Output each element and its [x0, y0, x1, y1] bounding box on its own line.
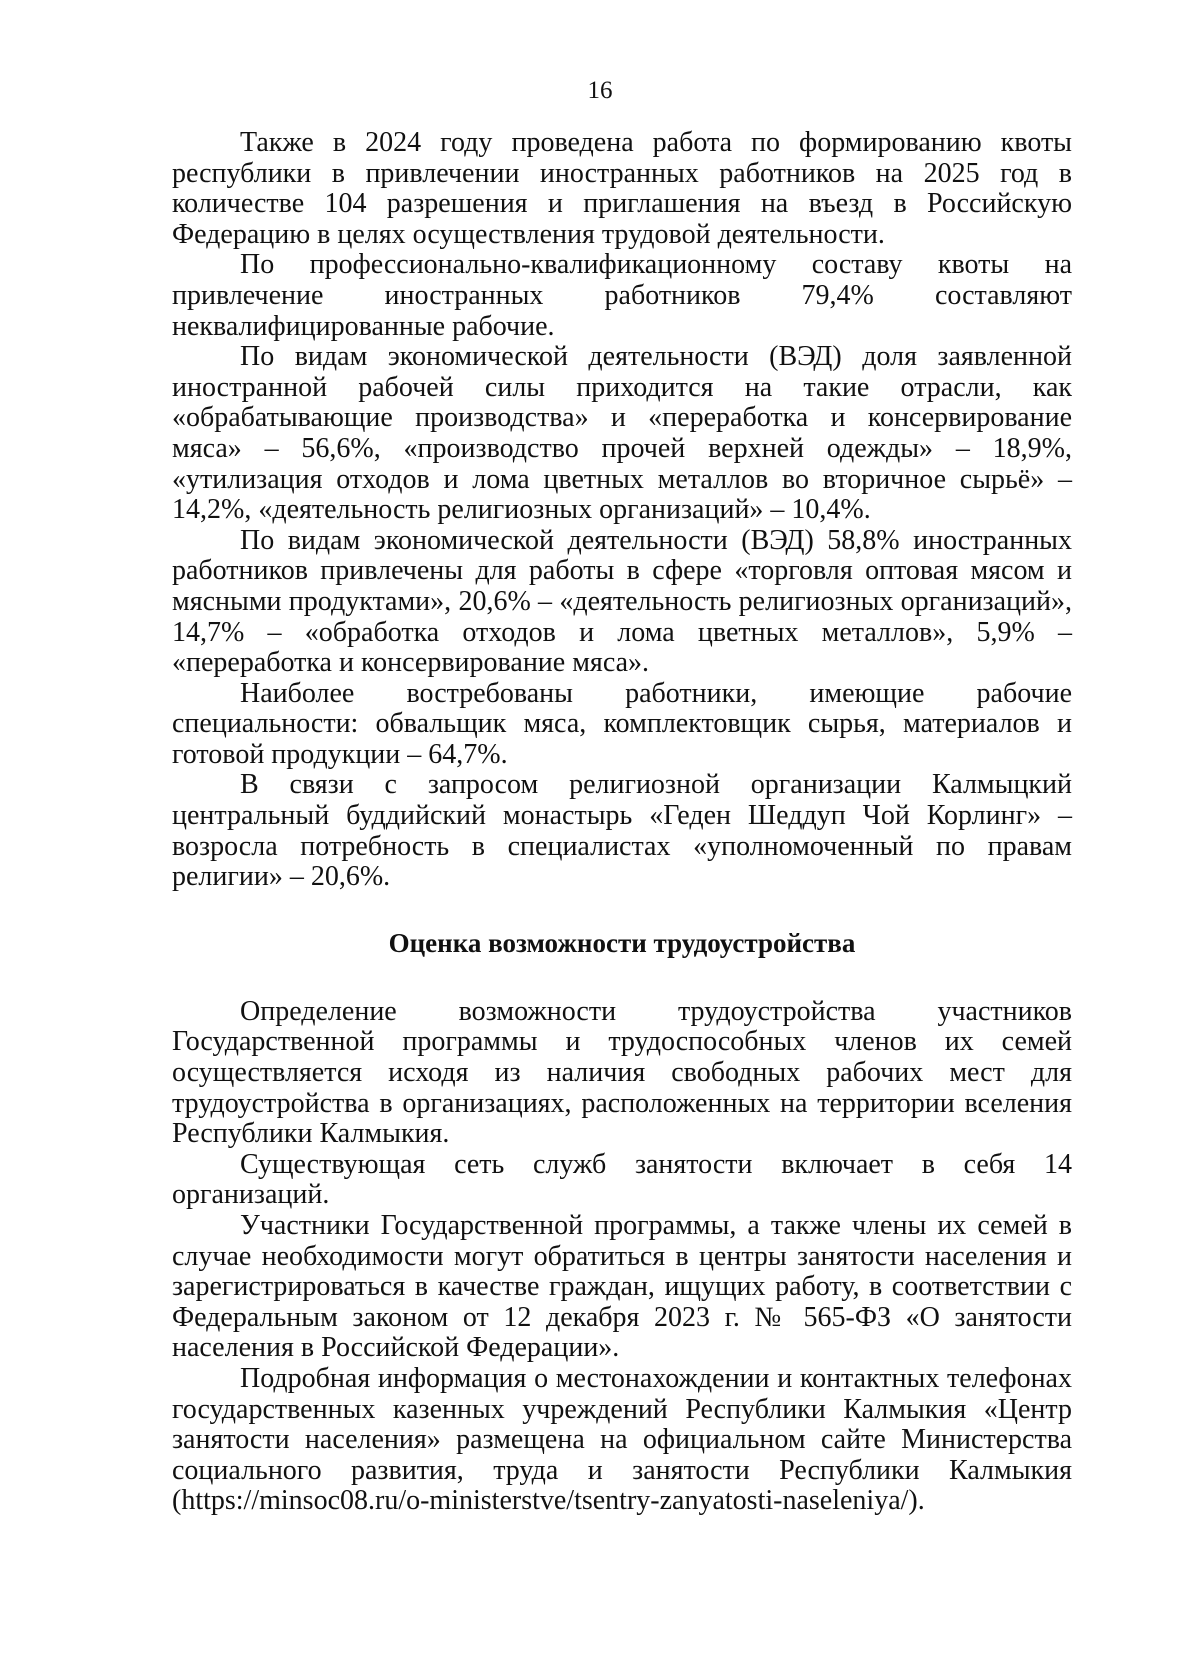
section-heading: Оценка возможности трудоустройства	[388, 927, 856, 958]
paragraph-employment-determination: Определение возможности трудоустройства участников Государственной программы и трудоспособных членов их семей осуществляется исходя из наличия свободных рабочих мест для трудоустройства в организациях, расположенных на территории вселения Республики Калмыкия.	[172, 995, 1072, 1150]
paragraph-quota-2025: Также в 2024 году проведена работа по формированию квоты республики в привлечении иностранных работников на 2025 год в количестве 104 разрешения и приглашения на въезд в Российскую Федерацию в целях осуществления трудовой деятельности.	[172, 127, 1072, 250]
paragraph-qualification-composition: По профессионально-квалификационному составу квоты на привлечение иностранных работников 79,4% составляют неквалифицированные рабочие.	[172, 249, 1072, 342]
page-number: 16	[587, 77, 613, 104]
paragraph-employment-services-network: Существующая сеть служб занятости включает в себя 14 организаций.	[172, 1148, 1072, 1211]
paragraph-demanded-specialties: Наиболее востребованы работники, имеющие рабочие специальности: обвальщик мяса, комплектовщик сырья, материалов и готовой продукции – 64,7%.	[172, 677, 1072, 770]
paragraph-ved-declared-share: По видам экономической деятельности (ВЭД) доля заявленной иностранной рабочей силы приходится на такие отрасли, как «обрабатывающие производства» и «переработка и консервирование мяса» – 56,6%, «производство прочей верхней одежды» – 18,9%, «утилизация отходов и лома цветных металлов во вторичное сырьё» – 14,2%, «деятельность религиозных организаций» – 10,4%.	[172, 341, 1072, 526]
paragraph-ved-attracted-workers: По видам экономической деятельности (ВЭД) 58,8% иностранных работников привлечены для работы в сфере «торговля оптовая мясом и мясными продуктами», 20,6% – «деятельность религиозных организаций», 14,7% – «обработка отходов и лома цветных металлов», 5,9% – «переработка и консервирование мяса».	[172, 524, 1072, 679]
document-body	[172, 128, 1072, 1517]
paragraph-participants-registration: Участники Государственной программы, а также члены их семей в случае необходимости могут обратиться в центры занятости населения и зарегистрироваться в качестве граждан, ищущих работу, в соответствии с Федеральным законом от 12 декабря 2023 г. № 565-ФЗ «О занятости населения в Российской Федерации».	[172, 1210, 1072, 1364]
paragraph-religious-organization: В связи с запросом религиозной организации Калмыцкий центральный буддийский монастырь «Геден Шеддуп Чой Корлинг» – возросла потребность в специалистах «уполномоченный по правам религии» – 20,6%.	[172, 769, 1072, 893]
paragraph-contact-information: Подробная информация о местонахождении и контактных телефонах государственных казенных учреждений Республики Калмыкия «Центр занятости населения» размещена на официальном сайте Министерства социального развития, труда и занятости Республики Калмыкия (https://minsoc08.ru/o-ministerstve/tsentry-zanyatosti-naseleniya/).	[172, 1362, 1072, 1517]
